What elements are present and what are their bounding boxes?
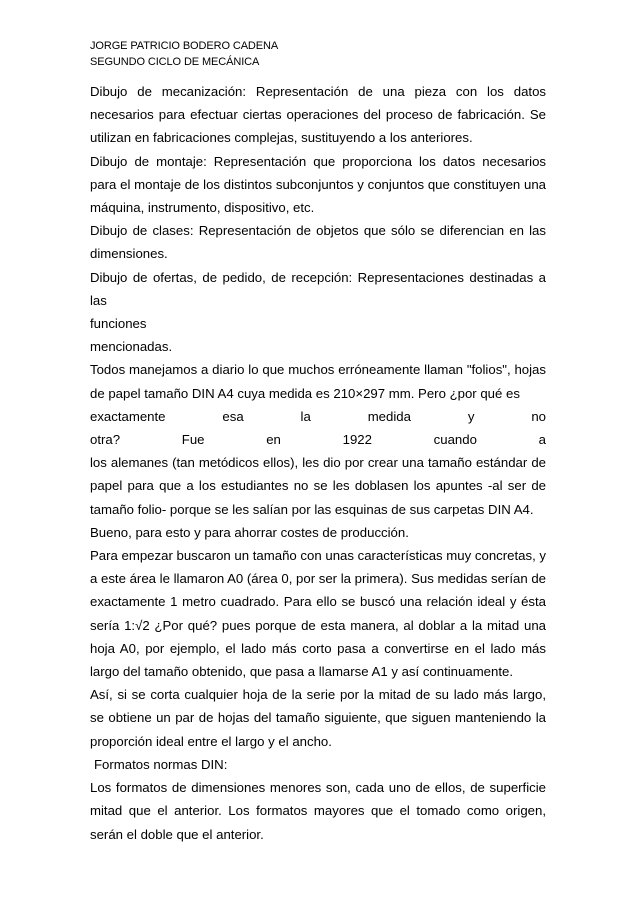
author-name: JORGE PATRICIO BODERO CADENA: [90, 40, 279, 52]
folios-fue: Fue en 1922 cuando a: [181, 432, 546, 448]
paragraph-folios-spaced-line: exactamente esa la medida y no: [90, 408, 546, 424]
folios-otra: otra?: [90, 432, 121, 448]
paragraph-mecanizacion: Dibujo de mecanización: Representación de una pieza con los datos necesarios para efectuar ciertas operaciones del proceso de fabricación. Se utilizan en fabricaciones complejas, sustituyendo a los anteriores.: [90, 84, 546, 146]
page-header: [90, 38, 278, 70]
paragraph-ofertas-line3: mencionadas.: [90, 339, 173, 355]
paragraph-bueno: Bueno, para esto y para ahorrar costes de producción.: [90, 524, 409, 540]
paragraph-folios: Todos manejamos a diario lo que muchos erróneamente llaman "folios", hojas de papel tamaño DIN A4 cuya medida es 210×297 mm. Pero ¿por qué es: [90, 362, 546, 401]
paragraph-ofertas: Dibujo de ofertas, de pedido, de recepción: Representaciones destinadas a las: [90, 269, 546, 308]
paragraph-alemanes: los alemanes (tan metódicos ellos), les dio por crear una tamaño estándar de papel para que a los estudiantes no se les doblasen los apuntes -al ser de tamaño folio- porque se les salían por las esquinas de sus carpetas DIN A4.: [90, 455, 546, 517]
document-body: [90, 80, 546, 846]
paragraph-asi: Así, si se corta cualquier hoja de la serie por la mitad de su lado más largo, se obtiene un par de hojas del tamaño siguiente, que siguen manteniendo la proporción ideal entre el largo y el ancho.: [90, 687, 546, 749]
paragraph-montaje: Dibujo de montaje: Representación que proporciona los datos necesarios para el montaje de los distintos subconjuntos y conjuntos que constituyen una máquina, instrumento, dispositivo, etc.: [90, 153, 546, 216]
section-title-formatos: Formatos normas DIN:: [94, 756, 228, 772]
paragraph-folios-otra-line: [90, 428, 546, 451]
paragraph-formatos: Los formatos de dimensiones menores son, cada uno de ellos, de superficie mitad que el anterior. Los formatos mayores que el tomado como origen, serán el doble que el anterior.: [90, 780, 546, 842]
paragraph-a0: Para empezar buscaron un tamaño con unas características muy concretas, y a este área le llamaron A0 (área 0, por ser la primera). Sus medidas serían de exactamente 1 metro cuadrado. Para ello se buscó una relación ideal y ésta sería 1:√2 ¿Por qué? pues porque de esta manera, al doblar a la mitad una hoja A0, por ejemplo, el lado más corto pasa a convertirse en el lado más largo del tamaño obtenido, que pasa a llamarse A1 y así continuamente.: [90, 548, 546, 680]
paragraph-clases: Dibujo de clases: Representación de objetos que sólo se diferencian en las dimensiones.: [90, 223, 546, 262]
course-name: SEGUNDO CICLO DE MECÁNICA: [90, 56, 260, 68]
paragraph-ofertas-line2: funciones: [90, 316, 147, 332]
